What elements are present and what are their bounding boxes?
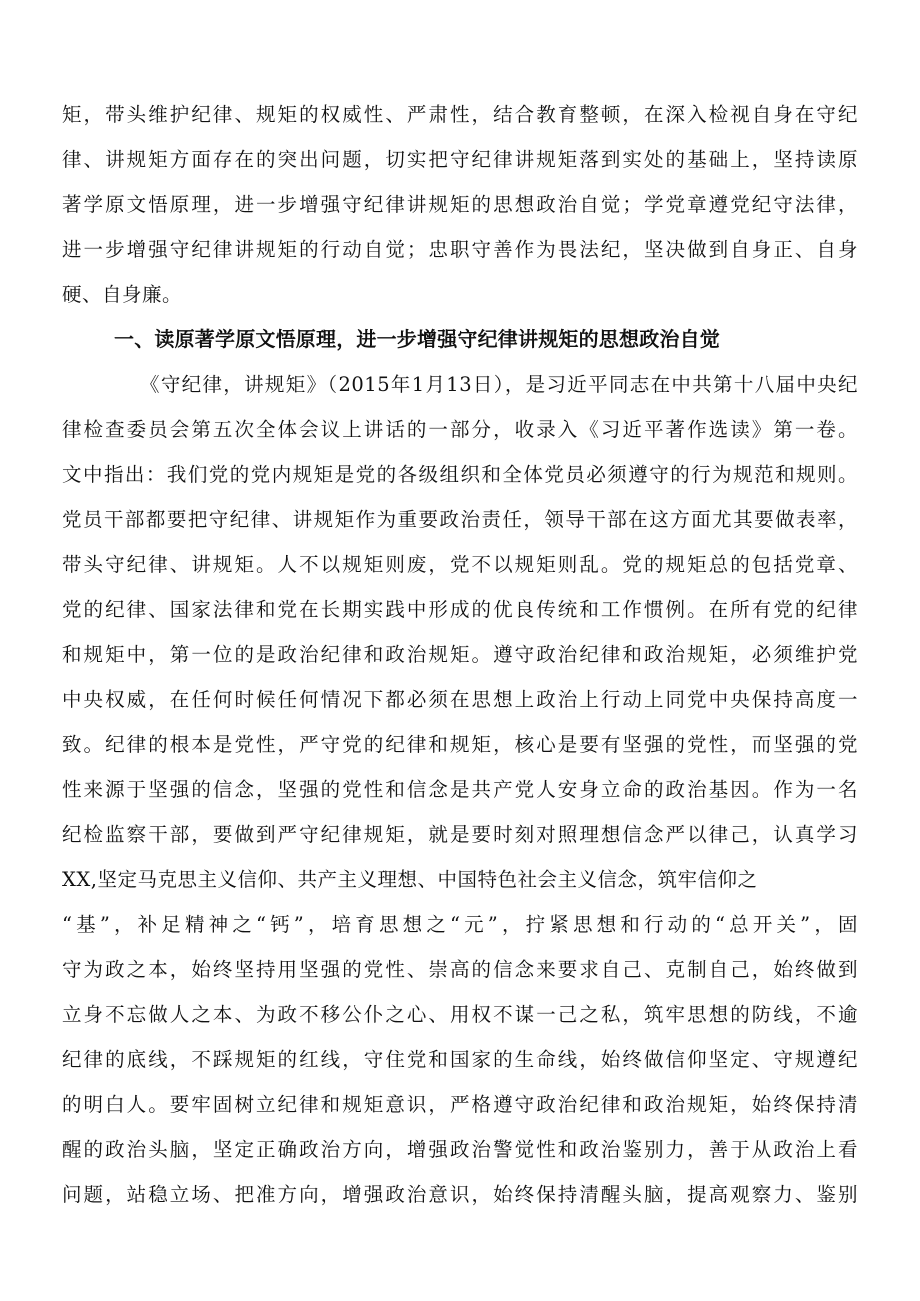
body-paragraph [62,362,858,1217]
section-heading: 一、读原著学原文悟原理，进一步增强守纪律讲规矩的思想政治自觉 [114,327,720,351]
text-line: 的明白人。要牢固树立纪律和规矩意识，严格遵守政治纪律和政治规矩，始终保持清 [62,1093,858,1116]
text-line: 党员干部都要把守纪律、讲规矩作为重要政治责任，领导干部在这方面尤其要做表率， [62,508,858,531]
text-line: 带头守纪律、讲规矩。人不以规矩则废，党不以规矩则乱。党的规矩总的包括党章、 [62,553,858,576]
text-line: 进一步增强守纪律讲规矩的行动自觉；忠职守善作为畏法纪，坚决做到自身正、自身 [62,238,858,261]
document-page [62,92,858,1217]
text-line: 纪检监察干部，要做到严守纪律规矩，就是要时刻对照理想信念严以律己，认真学习 [62,823,858,846]
text-line: 律、讲规矩方面存在的突出问题，切实把守纪律讲规矩落到实处的基础上，坚持读原 [62,148,858,171]
text-line: 硬、自身廉。 [62,283,183,306]
text-line: 矩，带头维护纪律、规矩的权威性、严肃性，结合教育整顿，在深入检视自身在守纪 [62,103,858,126]
text-line: 著学原文悟原理，进一步增强守纪律讲规矩的思想政治自觉；学党章遵党纪守法律， [62,193,858,216]
text-line: 文中指出：我们党的党内规矩是党的各级组织和全体党员必须遵守的行为规范和规则。 [62,463,858,486]
text-line: 律检查委员会第五次全体会议上讲话的一部分，收录入《习近平著作选读》第一卷。 [62,418,858,441]
text-line: 守为政之本，始终坚持用坚强的党性、崇高的信念来要求自己、克制自己，始终做到 [62,958,858,981]
text-line: 纪律的底线，不踩规矩的红线，守住党和国家的生命线，始终做信仰坚定、守规遵纪 [62,1048,858,1071]
text-line: XX,坚定马克思主义信仰、共产主义理想、中国特色社会主义信念，筑牢信仰之 [62,868,758,891]
text-line: 和规矩中，第一位的是政治纪律和政治规矩。遵守政治纪律和政治规矩，必须维护党 [62,643,858,666]
text-line: “基”，补足精神之“钙”，培育思想之“元”，拧紧思想和行动的“总开关”，固 [62,913,858,936]
text-line: 致。纪律的根本是党性，严守党的纪律和规矩，核心是要有坚强的党性，而坚强的党 [62,733,858,756]
text-line: 问题，站稳立场、把准方向，增强政治意识，始终保持清醒头脑，提高观察力、鉴别 [62,1183,858,1206]
text-line: 性来源于坚强的信念，坚强的党性和信念是共产党人安身立命的政治基因。作为一名 [62,778,858,801]
text-line: 《守纪律，讲规矩》（2015年1月13日），是习近平同志在中共第十八届中央纪 [140,373,858,396]
intro-paragraph [62,92,858,317]
text-line: 立身不忘做人之本、为政不移公仆之心、用权不谋一己之私，筑牢思想的防线，不逾 [62,1003,858,1026]
text-line: 中央权威，在任何时候任何情况下都必须在思想上政治上行动上同党中央保持高度一 [62,688,858,711]
text-line: 醒的政治头脑，坚定正确政治方向，增强政治警觉性和政治鉴别力，善于从政治上看 [62,1138,858,1161]
text-line: 党的纪律、国家法律和党在长期实践中形成的优良传统和工作惯例。在所有党的纪律 [62,598,858,621]
